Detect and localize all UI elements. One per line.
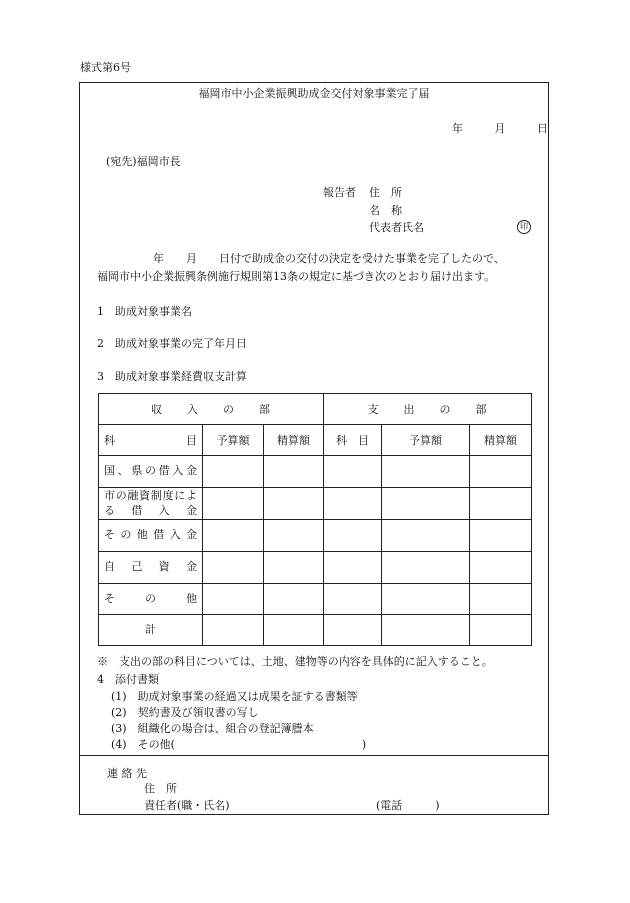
attachments-title: 4 添付書類 xyxy=(97,673,159,686)
table-cell[interactable] xyxy=(324,615,382,646)
expense-settled-header: 精算額 xyxy=(470,425,532,456)
page-title: 福岡市中小企業振興助成金交付対象事業完了届 xyxy=(198,87,430,100)
seal-mark: 印 xyxy=(517,220,531,234)
reporter-name-label: 名 称 xyxy=(369,204,402,217)
table-cell[interactable] xyxy=(264,584,324,615)
table-cell[interactable] xyxy=(203,584,264,615)
contact-divider xyxy=(79,755,549,756)
table-cell[interactable] xyxy=(382,520,470,552)
table-cell[interactable] xyxy=(470,615,532,646)
table-cell[interactable] xyxy=(382,552,470,584)
budget-table xyxy=(98,393,532,646)
body-line-2: 福岡市中小企業振興条例施行規則第13条の規定に基づき次のとおり届け出ます。 xyxy=(97,270,496,283)
table-cell[interactable] xyxy=(264,615,324,646)
income-subject-header xyxy=(99,425,203,456)
row-label-own-funds: 自己資金 xyxy=(99,552,203,584)
table-cell[interactable] xyxy=(324,520,382,552)
table-cell[interactable] xyxy=(470,456,532,488)
table-cell[interactable] xyxy=(324,584,382,615)
attachment-item-1: (1) 助成対象事業の経過又は成果を証する書類等 xyxy=(111,690,358,703)
attachment-item-3: (3) 組織化の場合は、組合の登記簿謄本 xyxy=(111,722,314,735)
expense-subject-header: 科 目 xyxy=(324,425,382,456)
form-number: 様式第6号 xyxy=(80,61,131,74)
item-3: 3 助成対象事業経費収支計算 xyxy=(97,370,247,383)
table-cell[interactable] xyxy=(324,456,382,488)
table-cell[interactable] xyxy=(470,584,532,615)
reporter-label: 報告者 xyxy=(323,186,356,199)
table-cell[interactable] xyxy=(382,615,470,646)
addressee: (宛先)福岡市長 xyxy=(106,155,181,168)
table-cell[interactable] xyxy=(264,488,324,520)
table-cell[interactable] xyxy=(203,552,264,584)
table-cell[interactable] xyxy=(470,520,532,552)
contact-address-label: 住 所 xyxy=(144,782,177,795)
reporter-rep-label: 代表者氏名 xyxy=(369,221,424,234)
date-year: 年 xyxy=(452,122,463,135)
expense-budget-header: 予算額 xyxy=(382,425,470,456)
table-cell[interactable] xyxy=(203,615,264,646)
table-cell[interactable] xyxy=(264,552,324,584)
expense-section-header: 支 出 の 部 xyxy=(324,394,532,425)
date-line xyxy=(452,123,548,134)
table-cell[interactable] xyxy=(203,456,264,488)
attachment-item-4: (4) その他( ) xyxy=(111,738,367,751)
row-label-other-loan: その他借入金 xyxy=(99,520,203,552)
table-cell[interactable] xyxy=(203,520,264,552)
table-cell[interactable] xyxy=(203,488,264,520)
attachment-item-2: (2) 契約書及び領収書の写し xyxy=(111,706,259,719)
item-2: 2 助成対象事業の完了年月日 xyxy=(97,337,247,350)
row-label-total: 計 xyxy=(99,615,203,646)
table-cell[interactable] xyxy=(264,456,324,488)
expense-note: ※ 支出の部の科目については、土地、建物等の内容を具体的に記入すること。 xyxy=(97,655,493,668)
contact-phone-label: (電話 ) xyxy=(376,799,440,812)
income-budget-header: 予算額 xyxy=(203,425,264,456)
income-section-header: 収 入 の 部 xyxy=(99,394,324,425)
table-cell[interactable] xyxy=(382,584,470,615)
table-cell[interactable] xyxy=(382,488,470,520)
date-month: 月 xyxy=(494,122,506,135)
table-cell[interactable] xyxy=(470,552,532,584)
date-day: 日 xyxy=(537,122,548,135)
contact-label: 連 絡 先 xyxy=(107,767,147,780)
table-cell[interactable] xyxy=(382,456,470,488)
reporter-address-label: 住 所 xyxy=(369,186,402,199)
row-label-pref-loan: 国、県の借入金 xyxy=(99,456,203,488)
item-1: 1 助成対象事業名 xyxy=(97,305,192,318)
row-label-city-loan: 市の融資制度による借入金 xyxy=(99,488,203,520)
table-cell[interactable] xyxy=(470,488,532,520)
row-label-other: その他 xyxy=(99,584,203,615)
body-line-1: 年 月 日付で助成金の交付の決定を受けた事業を完了したので、 xyxy=(153,252,505,265)
subject-right: 目 xyxy=(186,434,197,447)
table-cell[interactable] xyxy=(324,552,382,584)
table-cell[interactable] xyxy=(264,520,324,552)
income-settled-header: 精算額 xyxy=(264,425,324,456)
contact-person-label: 責任者(職・氏名) xyxy=(144,799,230,812)
table-cell[interactable] xyxy=(324,488,382,520)
subject-left: 科 xyxy=(104,434,115,447)
